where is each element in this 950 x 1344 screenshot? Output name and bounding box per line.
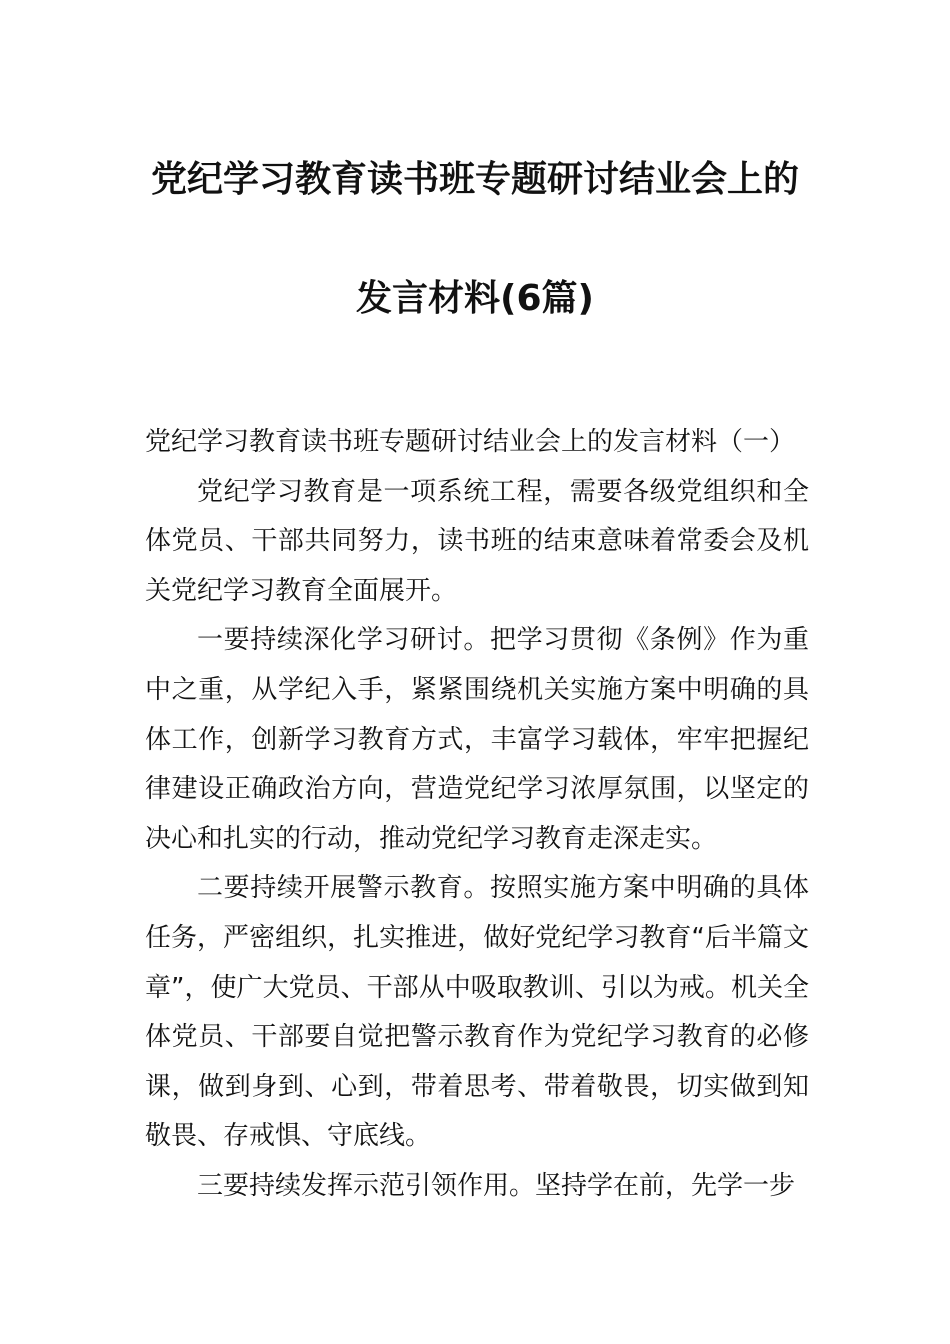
section-title: 党纪学习教育读书班专题研讨结业会上的发言材料（一） bbox=[145, 427, 796, 457]
paragraph-point-1: 一要持续深化学习研讨。把学习贯彻《条例》作为重中之重，从学纪入手，紧紧围绕机关实施方案中明确的具体工作，创新学习教育方式，丰富学习载体，牢牢把握纪律建设正确政治方向，营造党纪学习浓厚氛围，以坚定的决心和扎实的行动，推动党纪学习教育走深走实。 bbox=[145, 625, 809, 854]
paragraph-point-2: 二要持续开展警示教育。按照实施方案中明确的具体任务，严密组织，扎实推进，做好党纪学习教育“后半篇文章”，使广大党员、干部从中吸取教训、引以为戒。机关全体党员、干部要自觉把警示教育作为党纪学习教育的必修课，做到身到、心到，带着思考、带着敬畏，切实做到知敬畏、存戒惧、守底线。 bbox=[145, 873, 809, 1152]
document-title-line-1: 党纪学习教育读书班专题研讨结业会上的 bbox=[150, 159, 799, 200]
paragraph-point-3: 三要持续发挥示范引领作用。坚持学在前，先学一步 bbox=[197, 1170, 796, 1201]
document-title-line-2: 发言材料(6篇) bbox=[356, 278, 594, 319]
document-body bbox=[145, 418, 809, 1212]
paragraph-intro: 党纪学习教育是一项系统工程，需要各级党组织和全体党员、干部共同努力，读书班的结束意味着常委会及机关党纪学习教育全面展开。 bbox=[145, 476, 809, 606]
